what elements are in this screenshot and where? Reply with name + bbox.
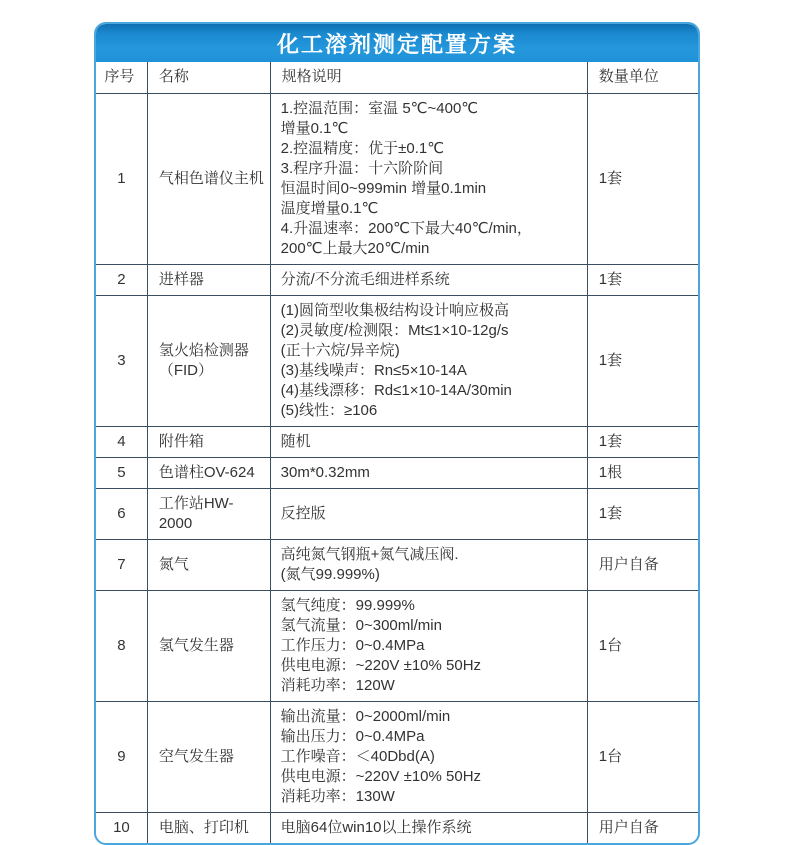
table-body xyxy=(96,93,698,843)
spec-line: (正十六烷/异辛烷) xyxy=(280,341,400,359)
item-qty-cell: 1台 xyxy=(587,590,698,701)
table-row xyxy=(96,488,698,539)
item-spec-cell xyxy=(270,295,587,426)
item-qty-cell: 1套 xyxy=(587,295,698,426)
table-row xyxy=(96,812,698,843)
item-name-cell: 电脑、打印机 xyxy=(147,812,270,843)
spec-table xyxy=(96,62,698,843)
spec-line: (2)灵敏度/检测限：Mt≤1×10-12g/s xyxy=(280,321,509,339)
col-header-spec: 规格说明 xyxy=(270,62,587,93)
table-row xyxy=(96,426,698,457)
table-row xyxy=(96,93,698,264)
row-number-cell: 6 xyxy=(96,488,147,539)
spec-line: (3)基线噪声：Rn≤5×10-14A xyxy=(280,361,467,379)
spec-line: (氮气99.999%) xyxy=(280,565,380,583)
col-header-name: 名称 xyxy=(147,62,270,93)
spec-line: 高纯氮气钢瓶+氮气减压阀. xyxy=(280,545,459,563)
spec-line: 氢气流量：0~300ml/min xyxy=(280,616,442,634)
spec-line: (1)圆筒型收集极结构设计响应极高 xyxy=(280,301,509,319)
item-name-cell: 氢气发生器 xyxy=(147,590,270,701)
table-title: 化工溶剂测定配置方案 xyxy=(276,31,517,57)
spec-line: 消耗功率：130W xyxy=(280,787,395,805)
table-row xyxy=(96,590,698,701)
spec-line: (4)基线漂移：Rd≤1×10-14A/30min xyxy=(280,381,512,399)
item-name-cell: 进样器 xyxy=(147,264,270,295)
spec-line: 氢气纯度：99.999% xyxy=(280,596,415,614)
row-number-cell: 9 xyxy=(96,701,147,812)
spec-line: 200℃上最大20℃/min xyxy=(280,239,430,257)
item-spec-cell xyxy=(270,426,587,457)
config-table-container xyxy=(94,22,700,845)
row-number-cell: 1 xyxy=(96,93,147,264)
spec-line: 供电电源：~220V ±10% 50Hz xyxy=(280,767,482,785)
spec-line: 工作噪音：＜40Dbd(A) xyxy=(280,747,435,765)
spec-line: 增量0.1℃ xyxy=(280,119,349,137)
col-header-no: 序号 xyxy=(96,62,147,93)
spec-line: 输出压力：0~0.4MPa xyxy=(280,727,425,745)
item-spec-cell xyxy=(270,812,587,843)
spec-line: 电脑64位win10以上操作系统 xyxy=(280,818,472,836)
row-number-cell: 4 xyxy=(96,426,147,457)
item-spec-cell xyxy=(270,457,587,488)
column-header-row xyxy=(96,62,698,93)
col-header-qty: 数量单位 xyxy=(587,62,698,93)
item-name-cell: 氢火焰检测器（FID） xyxy=(147,295,270,426)
table-row xyxy=(96,295,698,426)
spec-line: 输出流量：0~2000ml/min xyxy=(280,707,451,725)
table-title-bar xyxy=(96,24,698,62)
spec-line: (5)线性：≥106 xyxy=(280,401,378,419)
item-qty-cell: 1套 xyxy=(587,426,698,457)
spec-line: 消耗功率：120W xyxy=(280,676,395,694)
item-qty-cell: 用户自备 xyxy=(587,812,698,843)
spec-line: 反控版 xyxy=(280,504,326,522)
item-qty-cell: 1套 xyxy=(587,93,698,264)
spec-line: 1.控温范围：室温 5℃~400℃ xyxy=(280,99,479,117)
item-qty-cell: 1台 xyxy=(587,701,698,812)
item-spec-cell xyxy=(270,93,587,264)
table-row xyxy=(96,264,698,295)
item-name-cell: 气相色谱仪主机 xyxy=(147,93,270,264)
item-spec-cell xyxy=(270,701,587,812)
spec-line: 30m*0.32mm xyxy=(280,463,370,481)
spec-line: 分流/不分流毛细进样系统 xyxy=(280,270,450,288)
item-spec-cell xyxy=(270,590,587,701)
table-row xyxy=(96,539,698,590)
item-qty-cell: 1根 xyxy=(587,457,698,488)
item-spec-cell xyxy=(270,488,587,539)
spec-line: 3.程序升温：十六阶阶间 xyxy=(280,159,444,177)
item-qty-cell: 1套 xyxy=(587,264,698,295)
spec-line: 温度增量0.1℃ xyxy=(280,199,379,217)
spec-line: 4.升温速率：200℃下最大40℃/min， xyxy=(280,219,532,237)
table-row xyxy=(96,701,698,812)
row-number-cell: 2 xyxy=(96,264,147,295)
spec-line: 2.控温精度：优于±0.1℃ xyxy=(280,139,445,157)
item-name-cell: 附件箱 xyxy=(147,426,270,457)
row-number-cell: 3 xyxy=(96,295,147,426)
row-number-cell: 5 xyxy=(96,457,147,488)
spec-line: 工作压力：0~0.4MPa xyxy=(280,636,425,654)
spec-line: 随机 xyxy=(280,432,311,450)
table-row xyxy=(96,457,698,488)
row-number-cell: 7 xyxy=(96,539,147,590)
spec-line: 恒温时间0~999min 增量0.1min xyxy=(280,179,487,197)
item-qty-cell: 1套 xyxy=(587,488,698,539)
item-name-cell: 工作站HW-2000 xyxy=(147,488,270,539)
config-table-card xyxy=(94,22,700,845)
item-name-cell: 氮气 xyxy=(147,539,270,590)
row-number-cell: 8 xyxy=(96,590,147,701)
item-spec-cell xyxy=(270,539,587,590)
spec-line: 供电电源：~220V ±10% 50Hz xyxy=(280,656,482,674)
item-spec-cell xyxy=(270,264,587,295)
item-name-cell: 空气发生器 xyxy=(147,701,270,812)
row-number-cell: 10 xyxy=(96,812,147,843)
item-name-cell: 色谱柱OV-624 xyxy=(147,457,270,488)
item-qty-cell: 用户自备 xyxy=(587,539,698,590)
